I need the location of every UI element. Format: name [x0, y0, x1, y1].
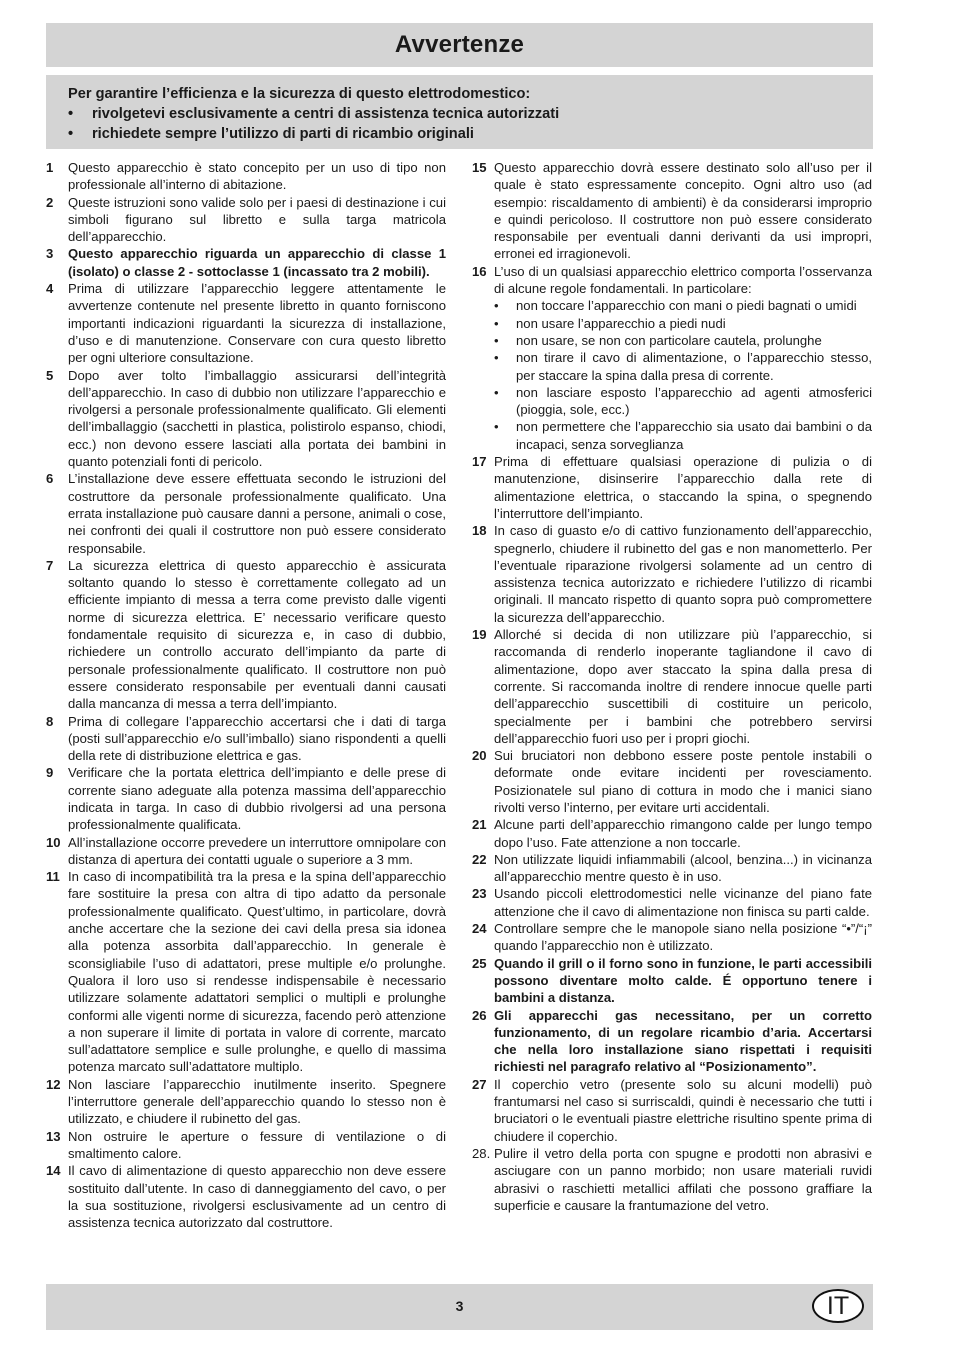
warning-item-2 [46, 194, 446, 246]
item-text: Non utilizzate liquidi infiammabili (alcool, benzina...) in vicinanza all’apparecchio mentre questo è in uso. [494, 851, 872, 885]
intro-bullet [68, 124, 873, 144]
item-number: 19 [472, 627, 487, 643]
bullet-glyph: • [494, 332, 499, 348]
page-footer [46, 1284, 873, 1330]
item-number: 24 [472, 921, 487, 937]
item-number: 3 [46, 246, 54, 262]
item-number: 2 [46, 194, 54, 210]
item-number: 15 [472, 160, 487, 175]
warning-item-14 [46, 1162, 446, 1231]
item-body [494, 263, 872, 453]
item-text: L’uso di un qualsiasi apparecchio elettrico comporta l’osservanza di alcune regole fondamentali. In particolare: [494, 263, 872, 297]
list-item [494, 349, 872, 384]
item-number: 7 [46, 557, 54, 573]
item-number: 28. [472, 1145, 491, 1161]
bullet-glyph: • [494, 419, 499, 435]
list-item [494, 418, 872, 453]
warnings-column-left [46, 159, 446, 1231]
warning-item-27 [472, 1076, 872, 1145]
list-item-text: non usare, se non con particolare cautela, prolunghe [516, 332, 822, 348]
warning-item-9 [46, 764, 446, 833]
item-16-bullet-list [494, 297, 872, 453]
item-number: 22 [472, 851, 487, 867]
list-item-text: non tirare il cavo di alimentazione, o l’apparecchio stesso, per staccare la spina dalla presa di corrente. [516, 350, 872, 383]
page-number: 3 [455, 1298, 464, 1314]
item-number: 11 [46, 869, 60, 885]
warning-item-20 [472, 747, 872, 816]
warning-item-10 [46, 834, 446, 869]
item-text: Alcune parti dell’apparecchio rimangono calde per lungo tempo dopo l’uso. Fate attenzione a non toccarle. [494, 817, 872, 850]
item-number: 16 [472, 263, 487, 279]
intro-bullet-text: rivolgetevi esclusivamente a centri di assistenza tecnica autorizzati [92, 106, 560, 122]
list-item-text: non lasciare esposto l’apparecchio ad agenti atmosferici (pioggia, sole, ecc.) [516, 384, 872, 418]
warning-item-11 [46, 868, 446, 1076]
item-text: Sui bruciatori non debbono essere poste pentole instabili o deformate onde evitare incidenti per rovesciamento. Posizionatele sul piano di cottura in modo che i manici siano rivolti verso l’interno, per evitare urti accidentali. [494, 748, 872, 815]
list-item [494, 315, 872, 332]
warning-item-7 [46, 557, 446, 713]
item-text: Questo apparecchio è stato concepito per un uso di tipo non professionale all’interno di abitazione. [68, 160, 446, 193]
warning-item-15 [472, 159, 872, 263]
item-text: Questo apparecchio dovrà essere destinato solo all’uso per il quale è stato espressamente concepito. Ogni altro uso (ad esempio: riscaldamento di ambienti) è da considerarsi improprio e quindi pericoloso. Il costruttore non può essere considerato responsabile per eventuali danni derivanti da usi impropri, erronei ed irragionevoli. [494, 160, 872, 262]
item-number: 17 [472, 454, 487, 470]
warning-item-23 [472, 885, 872, 920]
warning-item-18 [472, 522, 872, 626]
intro-box [46, 75, 873, 149]
item-text: Queste istruzioni sono valide solo per i paesi di destinazione i cui simboli figurano sul libretto e sulla targa matricola dell’apparecchio. [68, 194, 446, 245]
item-text: Pulire il vetro della porta con spugne e prodotti non abrasivi e asciugare con un panno morbido; non usare materiali ruvidi abrasivi o raschietti metallici affilati che possono graffiare la superficie e causare la frantumazione del vetro. [494, 1145, 872, 1213]
item-text: Il coperchio vetro (presente solo su alcuni modelli) può frantumarsi nel caso si surriscaldi, quindi è necessario che tutti i bruciatori o le eventuali piastre elettriche risultino spente prima di chiudere il coperchio. [494, 1076, 872, 1144]
item-number: 21 [472, 817, 487, 833]
item-text: Usando piccoli elettrodomestici nelle vicinanze del piano fate attenzione che il cavo di alimentazione non finisca su parti calde. [494, 886, 872, 919]
intro-bullet [68, 104, 873, 124]
item-text: Gli apparecchi gas necessitano, per un corretto funzionamento, di un regolare ricambio d’aria. Accertarsi che nella loro installazione siano rispettati i requisiti richiesti nel paragrafo relativo al “Posizionamento”. [494, 1007, 872, 1075]
item-text: In caso di guasto e/o di cattivo funzionamento dell’apparecchio, spegnerlo, chiudere il rubinetto del gas e non manometterlo. Per l’eventuale riparazione rivolgersi solamente ad un centro di assistenza tecnica autorizzato e richiedere l’utilizzo di ricambi originali. Il mancato rispetto di quanto sopra può compromettere la sicurezza dell’apparecchio. [494, 523, 872, 625]
list-item-text: non permettere che l’apparecchio sia usato dai bambini o da incapaci, senza sorveglianza [516, 419, 872, 452]
item-number: 5 [46, 367, 54, 383]
list-item [494, 297, 872, 314]
warning-item-26 [472, 1007, 872, 1076]
language-badge: IT [812, 1289, 864, 1323]
warnings-column-right [472, 159, 872, 1214]
warning-item-17 [472, 453, 872, 522]
bullet-glyph: • [494, 384, 499, 400]
warning-item-16 [472, 263, 872, 453]
warning-item-3 [46, 245, 446, 280]
bullet-glyph: • [494, 298, 499, 314]
item-text: La sicurezza elettrica di questo apparecchio è assicurata soltanto quando lo stesso è correttamente collegato ad un efficiente impianto di messa a terra come previsto dalle vigenti norme di sicurezza elettrica. E’ necessario verificare questo fondamentale requisito di sicurezza e, in caso di dubbio, richiedere un controllo accurato dell’impianto da parte di personale professionalmente qualificato. Il costruttore non può essere considerato responsabile per eventuali danni causati dalla mancanza di messa a terra dell’impianto. [68, 557, 446, 712]
item-text: Prima di effettuare qualsiasi operazione di pulizia o di manutenzione, disinserire l’apparecchio dalla rete di alimentazione elettrica, o staccando la spina, o spegnendo l’interruttore dell’impianto. [494, 454, 872, 521]
bullet-glyph: • [68, 106, 74, 122]
item-text: Controllare sempre che le manopole siano nella posizione “•”/“¡” quando l’apparecchio non è utilizzato. [494, 921, 872, 954]
warning-item-12 [46, 1076, 446, 1128]
warning-item-22 [472, 851, 872, 886]
item-number: 9 [46, 765, 54, 781]
item-text: Allorché si decida di non utilizzare più l’apparecchio, si raccomanda di renderlo inoperante tagliandone il cavo di alimentazione, dopo aver staccato la spina dalla presa di corrente. Si raccomanda inoltre di rendere innocue quelle parti dell’apparecchio suscettibili di costituire un pericolo, specialmente per i bambini che potrebbero servirsi dell’apparecchio fuori uso per i propri giochi. [494, 627, 872, 746]
warning-item-4 [46, 280, 446, 366]
item-text: Quando il grill o il forno sono in funzione, le parti accessibili possono diventare molto calde. É opportuno tenere i bambini a distanza. [494, 955, 872, 1006]
item-text: Verificare che la portata elettrica dell’impianto e delle prese di corrente siano adeguate alla potenza massima dell’apparecchio indicata in targa. In caso di dubbio rivolgersi ad una persona professionalmente qualificata. [68, 765, 446, 833]
intro-heading: Per garantire l’efficienza e la sicurezza di questo elettrodomestico: [68, 86, 531, 102]
warning-item-5 [46, 367, 446, 471]
warning-item-28 [472, 1145, 872, 1214]
item-text: Dopo aver tolto l’imballaggio assicurarsi dell’integrità dell’apparecchio. In caso di dubbio non utilizzare l’apparecchio e rivolgersi a personale professionalmente qualificato. Gli elementi dell’imballaggio (sacchetti in plastica, polistirolo espanso, chiodi, ecc.) non devono essere lasciati alla portata dei bambini in quanto potenziali fonti di pericolo. [68, 367, 446, 470]
item-text: Non ostruire le aperture o fessure di ventilazione o di smaltimento calore. [68, 1128, 446, 1161]
item-number: 6 [46, 471, 54, 487]
item-number: 1 [46, 160, 54, 175]
warning-item-6 [46, 470, 446, 556]
warning-item-19 [472, 626, 872, 747]
item-number: 4 [46, 281, 54, 297]
item-text: Il cavo di alimentazione di questo apparecchio non deve essere sostituito dall’utente. In caso di danneggiamento del cavo, o per la sua sostituzione, rivolgersi esclusivamente ad un centro di assistenza tecnica autorizzato dal costruttore. [68, 1163, 446, 1231]
item-number: 13 [46, 1128, 61, 1144]
item-number: 27 [472, 1076, 487, 1092]
bullet-glyph: • [494, 315, 499, 331]
bullet-glyph: • [68, 126, 74, 142]
item-text: Non lasciare l’apparecchio inutilmente inserito. Spegnere l’interruttore generale dell’apparecchio quando lo stesso non è utilizzato, e chiudere il rubinetto del gas. [68, 1076, 446, 1127]
item-text: Questo apparecchio riguarda un apparecchio di classe 1 (isolato) o classe 2 - sottoclasse 1 (incassato tra 2 mobili). [68, 246, 446, 279]
list-item-text: non toccare l’apparecchio con mani o piedi bagnati o umidi [516, 298, 857, 314]
item-number: 8 [46, 713, 54, 729]
item-number: 14 [46, 1163, 61, 1179]
item-number: 26 [472, 1007, 487, 1023]
bullet-glyph: • [494, 350, 499, 366]
title-bar [46, 23, 873, 67]
item-text: All’installazione occorre prevedere un interruttore omnipolare con distanza di apertura dei contatti uguale o superiore a 3 mm. [68, 834, 446, 867]
warning-item-25 [472, 955, 872, 1007]
item-number: 20 [472, 748, 487, 764]
item-text: Prima di collegare l’apparecchio accertarsi che i dati di targa (posti sull’apparecchio e/o sull’imballo) siano rispondenti a quelli della rete di distribuzione elettrica e gas. [68, 713, 446, 764]
item-number: 23 [472, 886, 487, 902]
warning-item-8 [46, 713, 446, 765]
list-item-text: non usare l’apparecchio a piedi nudi [516, 315, 726, 331]
warning-item-24 [472, 920, 872, 955]
list-item [494, 332, 872, 349]
item-text: In caso di incompatibilità tra la presa e la spina dell’apparecchio fare sostituire la presa con altra di tipo adatto da personale professionalmente qualificato. Quest’ultimo, in particolare, dovrà anche accertare che la sezione dei cavi della presa sia idonea alla potenza assorbita dall’apparecchio. In generale è sconsigliabile l’uso di adattatori, prese multiple e/o prolunghe. Qualora il loro uso si rendesse indispensabile è necessario utilizzare solamente adattatori semplici o multipli e prolunghe conformi alle vigenti norme di sicurezza, facendo però attenzione a non superare il limite di portata in valore di corrente, marcato sull’adattatore semplice e sulle prolunghe, e quello di massima potenza marcato sull’adattatore multiplo. [68, 869, 446, 1075]
item-number: 25 [472, 955, 487, 971]
warning-item-1 [46, 159, 446, 194]
intro-bullet-text: richiedete sempre l’utilizzo di parti di ricambio originali [92, 126, 474, 142]
item-text: L’installazione deve essere effettuata secondo le istruzioni del costruttore da personale professionalmente qualificato. Una errata installazione può causare danni a persone, animali o cose, nei confronti dei quali il costruttore non può essere considerato responsabile. [68, 471, 446, 556]
item-number: 10 [46, 834, 61, 850]
page-title: Avvertenze [394, 31, 525, 58]
item-number: 12 [46, 1076, 61, 1092]
warning-item-21 [472, 816, 872, 851]
list-item [494, 384, 872, 419]
item-number: 18 [472, 523, 487, 539]
warning-item-13 [46, 1128, 446, 1163]
item-text: Prima di utilizzare l’apparecchio leggere attentamente le avvertenze contenute nel presente libretto in quanto forniscono importanti indicazioni riguardanti la sicurezza di installazione, d’uso e di manutenzione. Conservare con cura questo libretto per ogni ulteriore consultazione. [68, 281, 446, 366]
